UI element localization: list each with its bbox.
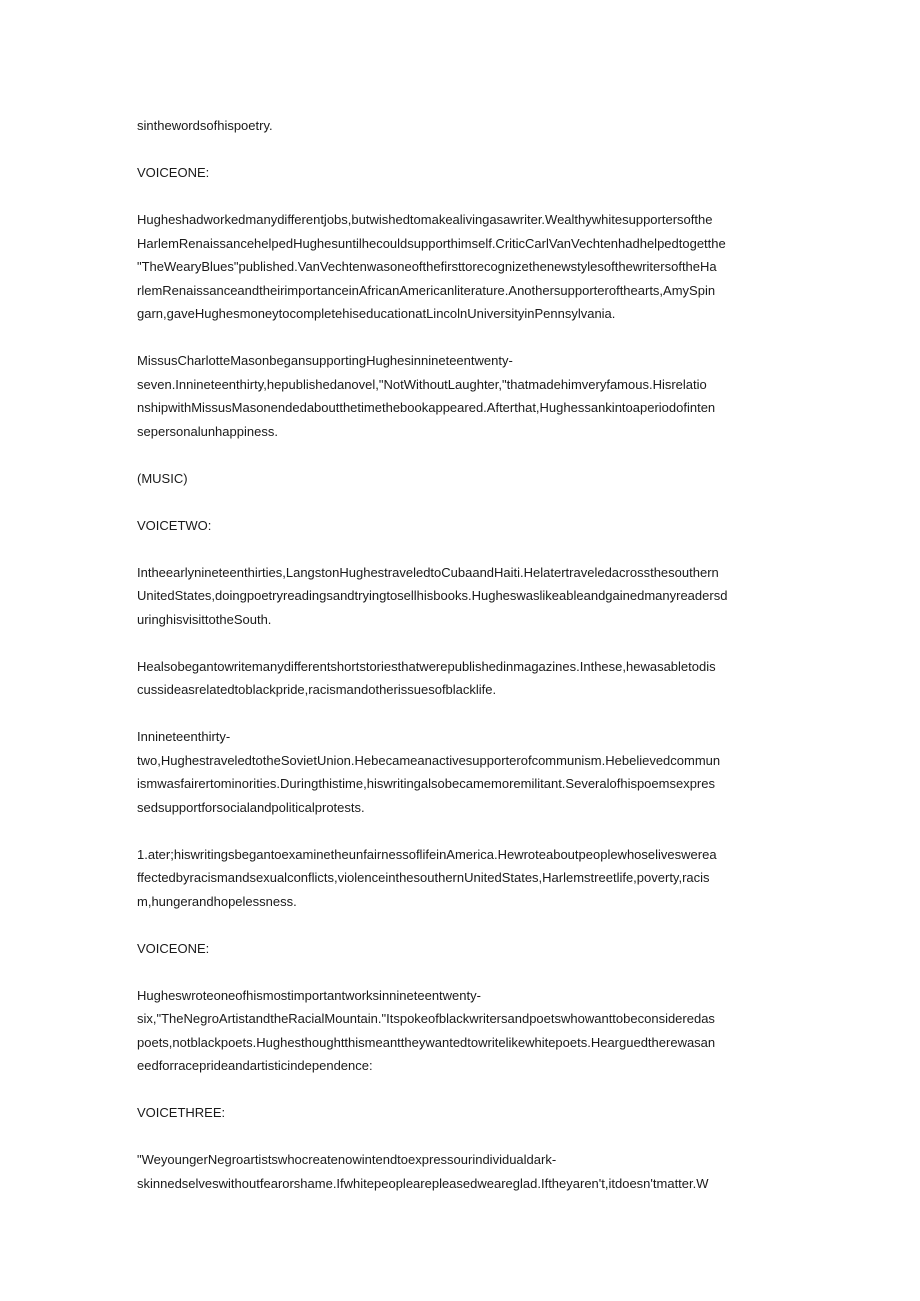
text-line: VOICETHREE: bbox=[137, 1105, 226, 1120]
text-line: skinnedselveswithoutfearorshame.Ifwhitepeoplearepleasedweareglad.Iftheyaren't,itdoesn'tmatter.W bbox=[137, 1175, 709, 1191]
paragraph bbox=[137, 514, 785, 538]
paragraph bbox=[137, 725, 785, 819]
text-line: m,hungerandhopelessness. bbox=[137, 893, 297, 909]
text-line: cussideasrelatedtoblackpride,racismandotherissuesofblacklife. bbox=[137, 682, 497, 697]
text-line: sinthewordsofhispoetry. bbox=[137, 118, 273, 133]
text-line: ffectedbyracismandsexualconflicts,violenceinthesouthernUnitedStates,Harlemstreetlife,poverty,racis bbox=[137, 870, 710, 885]
paragraph bbox=[137, 467, 785, 491]
paragraph bbox=[137, 843, 785, 914]
text-line: "WeyoungerNegroartistswhocreatenowintendtoexpressourindividualdark- bbox=[137, 1152, 557, 1167]
text-line: VOICEONE: bbox=[137, 940, 210, 956]
text-line: Hugheshadworkedmanydifferentjobs,butwishedtomakealivingasawriter.Wealthywhitesupportersofthe bbox=[137, 212, 713, 227]
paragraph bbox=[137, 349, 785, 443]
text-line: nshipwithMissusMasonendedaboutthetimethebookappeared.Afterthat,Hughessankintoaperiodofinten bbox=[137, 400, 716, 415]
paragraph bbox=[137, 161, 785, 185]
text-line: sedsupportforsocialandpoliticalprotests. bbox=[137, 799, 365, 815]
text-line: UnitedStates,doingpoetryreadingsandtryingtosellhisbooks.Hugheswaslikeableandgainedmanyreadersd bbox=[137, 588, 728, 603]
text-line: Innineteenthirty- bbox=[137, 729, 231, 744]
text-line: uringhisvisittotheSouth. bbox=[137, 611, 272, 627]
text-line: VOICEONE: bbox=[137, 165, 210, 180]
text-line: HarlemRenaissancehelpedHughesuntilhecouldsupporthimself.CriticCarlVanVechtenhadhelpedtogetthe bbox=[137, 235, 726, 251]
text-line: poets,notblackpoets.Hughesthoughtthismeanttheywantedtowritelikewhitepoets.Hearguedtherewasan bbox=[137, 1034, 716, 1050]
text-line: rlemRenaissanceandtheirimportanceinAfricanAmericanliterature.Anothersupporterofthearts,AmySpin bbox=[137, 282, 716, 298]
document-body bbox=[137, 114, 785, 1219]
paragraph bbox=[137, 655, 785, 702]
paragraph bbox=[137, 1101, 785, 1125]
text-line: (MUSIC) bbox=[137, 470, 188, 486]
text-line: "TheWearyBlues"published.VanVechtenwasoneofthefirsttorecognizethenewstylesofthewritersoftheHa bbox=[137, 259, 717, 274]
text-line: ismwasfairertominorities.Duringthistime,hiswritingalsobecamemoremilitant.Severalofhispoemsexpres bbox=[137, 776, 715, 791]
text-line: Intheearlynineteenthirties,LangstonHughestraveledtoCubaandHaiti.Helatertraveledacrossthesouthern bbox=[137, 564, 719, 580]
paragraph bbox=[137, 208, 785, 326]
text-line: seven.Innineteenthirty,hepublishedanovel,"NotWithoutLaughter,"thatmadehimveryfamous.Hisrelatio bbox=[137, 376, 707, 392]
text-line: eedforraceprideandartisticindependence: bbox=[137, 1058, 373, 1073]
text-line: Healsobegantowritemanydifferentshortstoriesthatwerepublishedinmagazines.Inthese,hewasabletodis bbox=[137, 658, 716, 674]
text-line: garn,gaveHughesmoneytocompletehiseducationatLincolnUniversityinPennsylvania. bbox=[137, 306, 616, 321]
paragraph bbox=[137, 984, 785, 1078]
text-line: Hugheswroteoneofhismostimportantworksinnineteentwenty- bbox=[137, 987, 481, 1003]
text-line: sepersonalunhappiness. bbox=[137, 423, 278, 439]
paragraph bbox=[137, 1148, 785, 1195]
paragraph bbox=[137, 114, 785, 138]
text-line: VOICETWO: bbox=[137, 517, 212, 533]
paragraph bbox=[137, 561, 785, 632]
text-line: 1.ater;hiswritingsbegantoexaminetheunfairnessoflifeinAmerica.Hewroteaboutpeoplewhoseliveswerea bbox=[137, 846, 717, 862]
text-line: MissusCharlotteMasonbegansupportingHughesinnineteentwenty- bbox=[137, 353, 513, 368]
text-line: six,"TheNegroArtistandtheRacialMountain."Itspokeofblackwritersandpoetswhowanttobeconsideredas bbox=[137, 1011, 715, 1026]
text-line: two,HughestraveledtotheSovietUnion.Hebecameanactivesupporterofcommunism.Hebelievedcommun bbox=[137, 752, 721, 768]
paragraph bbox=[137, 937, 785, 961]
